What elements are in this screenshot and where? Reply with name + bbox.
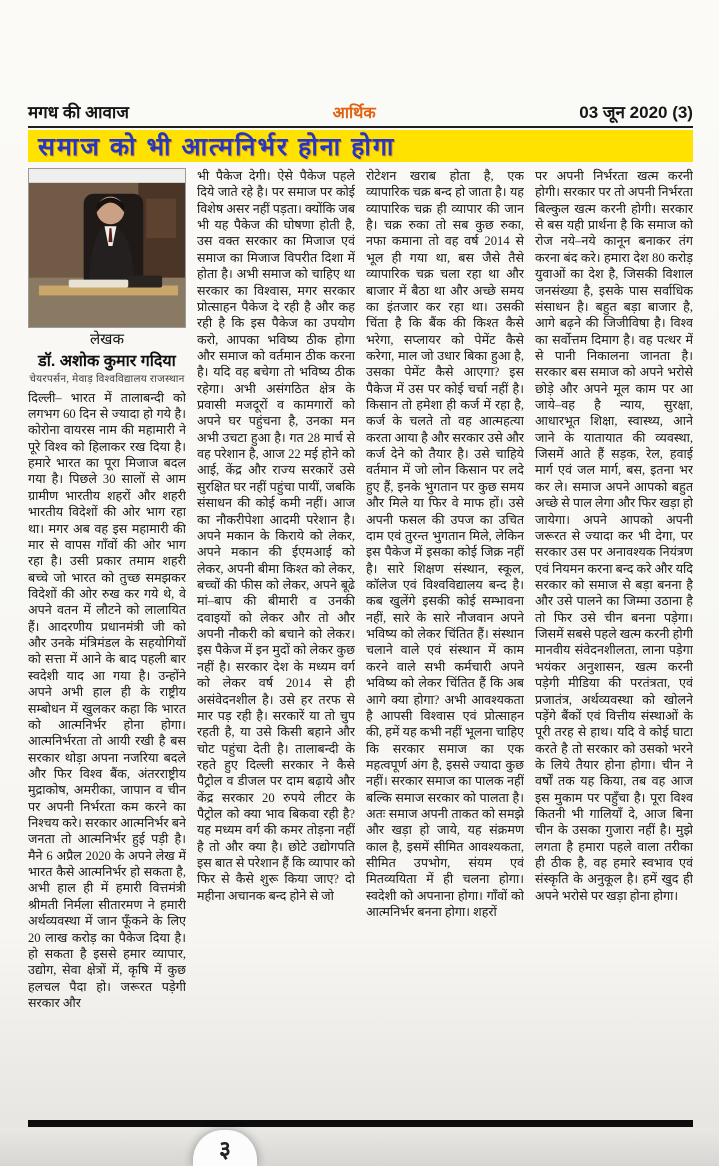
headline-bar <box>28 130 693 162</box>
date-label: 03 जून 2020 (3) <box>579 103 693 122</box>
page-number: ३ <box>219 1137 231 1163</box>
article-column-4 <box>535 168 693 1126</box>
column-3-text: रोटेशन खराब होता है, एक व्यापारिक चक्र बन्द हो जाता है। यह व्यापारिक चक्र ही व्यापार की जान है। चक्र रुका तो सब कुछ रुका, नफा कमाना तो वह वर्ष 2014 से भूल ही गया था, बस जैसे तैसे व्यापारिक चक्र चला रहा था और बाजार में बैठा था और अच्छे समय का इंतजार कर रहा था। उसकी चिंता है कि बैंक की किश्त कैसे भरेगा, सप्लायर को पेमेंट कैसे करेगा, माल जो उधार बिका हुआ है, उसका पेमेंट कैसे आएगा? इस पैकेज में उस पर कोई चर्चा नहीं है। किसान तो हमेशा ही कर्ज में रहा है, कर्ज के चलते तो वह आत्महत्या करता आया है और सरकार उसे और कर्ज देने को तैयार है। उसे चाहिये वर्तमान में जो लोन किसान पर लदे हुए हैं, इनके भुगतान पर कुछ समय और मिले या फिर वे माफ हों। उसे अपनी फसल की उपज का उचित दाम एवं तुरन्त भुगतान मिले, लेकिन इस पैकेज में इसका कोई जिक्र नहीं है। सारे शिक्षण संस्थान, स्कूल, कॉलेज एवं विश्वविद्यालय बन्द है। कब खुलेंगे इसकी कोई सम्भावना नहीं, सारे के सारे नौजवान अपने भविष्य को लेकर चिंतित हैं। संस्थान चलाने वाले एवं संस्थान में काम करने वाले सभी कर्मचारी अपने भविष्य को लेकर चिंतित हैं कि अब आगे क्या होगा? अभी आवश्यकता है आपसी विश्वास एवं प्रोत्साहन की, हमें यह कभी नहीं भूलना चाहिए कि सरकार समाज का एक महत्वपूर्ण अंग है, इससे ज्यादा कुछ नहीं। सरकार समाज का पालक नहीं बल्कि समाज सरकार को पालता है। अतः समाज अपनी ताकत को समझे और खड़ा हो जाये, यह संक्रमण काल है, इसमें सीमित आवश्यकता, सीमित उपभोग, संयम एवं मितव्ययिता में ही चलना होगा। स्वदेशी को अपनाना होगा। गाँवों को आत्मनिर्भर बनना होगा। शहरों <box>366 169 524 920</box>
author-photo <box>28 168 186 328</box>
author-caption: लेखक <box>90 332 124 348</box>
footer-strip <box>0 1128 719 1166</box>
section-label: आर्थिक <box>332 105 376 122</box>
author-title-line: चेयरपर्सन, मेवाड़ विश्वविद्यालय राजस्थान <box>29 374 185 386</box>
article-column-3 <box>366 168 524 1126</box>
column-2-text: भी पैकेज देगी। ऐसे पैकेज पहले दिये जाते रहे है। पर समाज पर कोई विशेष असर नहीं पड़ता। क्योंकि जब भी यह पैकेज की घोषणा होती है, उस वक्त सरकार का मिजाज एवं समाज का मिजाज विपरीत दिशा में होता है। अभी समाज को चाहिए था सरकार का विश्वास, मगर सरकार प्रोत्साहन पैकेज दे रही है और कह रही है कि इस पैकेज का उपयोग करो, आपका भविष्य ठीक होगा और समाज को वर्तमान ठीक करना है। यदि वह बचेगा तो भविष्य ठीक रहेगा। अभी असंगठित क्षेत्र के प्रवासी मजदूरों व कामगारों को अपने घर पहुंचना है, उनका मन अभी उचटा हुआ है। गत 28 मार्च से वह परेशान है, आज 22 मई होने को आई, केंद्र और राज्य सरकारें उसे सुरक्षित घर नहीं पहुंचा पायीं, जबकि संसाधन की कोई कमी नहीं। आज का नौकरीपेशा आदमी परेशान है। अपने मकान के किराये को लेकर, अपने मकान की ईएमआई को लेकर, अपनी बीमा किश्त को लेकर, बच्चों की फीस को लेकर, अपने बूढे मां–बाप की बीमारी व उनकी दवाइयों को लेकर और तो और अपनी नौकरी को बचाने को लेकर। इस पैकेज में इन मुदों को लेकर कुछ नहीं है। सरकार देश के मध्यम वर्ग को लेकर वर्ष 2014 से ही असंवेदनशील है। उसे हर तरफ से मार पड़ रही है। सरकारें या तो चुप रहती है, या उसे किसी बहाने और चोट पहुंचा देती है। तालाबन्दी के रहते हुए दिल्ली सरकार ने कैसे पैट्रोल व डीजल पर दाम बढ़ाये और केंद्र सरकार 20 रुपये लीटर के पैट्रोल को क्या भाव बिकवा रही है? यह मध्यम वर्ग की कमर तोड़ना नहीं है तो और क्या है। छोटे उद्योगपति इस बात से परेशान हैं कि व्यापार को फिर से कैसे शुरू किया जाए? दो महीना अचानक बन्द होने से जो <box>197 169 355 903</box>
article-end-rule <box>28 1120 693 1127</box>
article-columns <box>28 168 693 1126</box>
author-name: डॉ. अशोक कुमार गदिया <box>38 352 176 370</box>
column-1-text: दिल्ली– भारत में तालाबन्दी को लगभग 60 दिन से ज्यादा हो गये है। कोरोना वायरस नाम की महामारी ने पूरे विश्व को हिलाकर रख दिया है। हमारे भारत का पूरा मिजाज बदल गया है। पिछले 30 सालों से आम ग्रामीण भारतीय शहरों और शहरी भारतीय विदेशों की ओर भाग रहा था। मगर अब वह इस महामारी की मार से वापस गाँवों की ओर भाग रहा है। उसी प्रकार तमाम शहरी बच्चे जो भारत को तुच्छ समझकर विदेशों की ओर रुख कर गये थे, वे अपने वतन में लौटने को लालायित हैं। आदरणीय प्रधानमंत्री जी को और उनके मंत्रिमंडल के सहयोगियों को सत्ता में आने के बाद पहली बार स्वदेशी याद आ गया है। उन्होंने अपने अभी हाल ही के राष्ट्रीय सम्बोधन में खुलकर कहा कि भारत को आत्मनिर्भर होना होगा। आत्मनिर्भरता तो आयी रखी है बस सरकार थोड़ा अपना नजरिया बदले और फिर विश्व बैंक, अंतरराष्ट्रीय मुद्राकोष, अमरीका, जापान व चीन पर अपनी निर्भरता कम करने का निश्चय करे। सरकार आत्मनिर्भर बने जनता तो आत्मनिर्भर हुई पड़ी है। मैने 6 अप्रैल 2020 के अपने लेख में भारत कैसे आत्मनिर्भर हो सकता है, अभी हाल ही में हमारी वित्तमंत्री श्रीमती निर्मला सीतारमण ने हमारी अर्थव्यवस्था में जान फूँकने के लिए 20 लाख करोड़ का पैकेज दिया है। हो सकता है इससे हमार व्यापार, उद्योग, सेवा क्षेत्रों में, कृषि में कुछ हलचल पैदा हो। जरूरत पड़ेगी सरकार और <box>28 390 186 1010</box>
page-header <box>28 100 693 128</box>
article-headline: समाज को भी आत्मनिर्भर होना होगा <box>38 133 396 161</box>
column-4-text: पर अपनी निर्भरता खत्म करनी होगी। सरकार पर तो अपनी निर्भरता बिल्कुल खत्म करनी होगी। सरकार से बस यही प्रार्थना है कि समाज को रोज नये–नये कानून बनाकर तंग करना बंद करे। हमारा देश 80 करोड़ युवाओं का देश है, जिसकी विशाल जनसंख्या है, इसके पास सर्वाधिक संसाधन है। बहुत बड़ा बाजार है, आगे बढ़ने की जिजीविषा है। विश्व का सर्वोत्तम दिमाग है। वह पत्थर में से पानी निकालना जानता है। सरकार बस समाज को अपने भरोसे छोड़े और अपने मूल काम पर आ जाये–वह है न्याय, सुरक्षा, आधारभूत शिक्षा, स्वास्थ्य, आने जाने के यातायात की व्यवस्था, जिसमें आते हैं सड़क, रेल, हवाई मार्ग एवं जल मार्ग, बस, इतना भर कर ले। समाज अपने आपको बहुत अच्छे से पाल लेगा और फिर खड़ा हो जायेगा। अपने आपको अपनी जरूरत से ज्यादा कर भी देगा, पर सरकार उस पर अनावश्यक नियंत्रण एवं नियमन करना बन्द करे और यदि सरकार को समाज से बड़ा बनना है और उसे पालने का जिम्मा उठाना है तो फिर उसे चीन बनना पड़ेगा। जिसमें सबसे पहले खत्म करनी होगी मानवीय संवेदनशीलता, लाना पड़ेगा भयंकर अनुशासन, खत्म करनी पड़ेगी मीडिया की परतंत्रता, एवं प्रजातंत्र, अर्थव्यवस्था को खोलने पड़ेंगे बैंकों एवं वित्तीय संस्थाओं के पूरी तरह से हाथ। यदि वे कोई घाटा करते है तो सरकार को उसको भरने के लिये तैयार होना होगा। चीन ने वर्षों तक यह किया, तब वह आज इस मुकाम पर पहुँचा है। पूरा विश्व कितनी भी गालियाँ दे, आज बिना चीन के उसका गुजारा नहीं है। मुझे लगता है हमारा पहले वाला तरीका ही ठीक है, वह हमारे स्वभाव एवं संस्कृति के अनुकूल है। हमें खुद ही अपने भरोसे पर खड़ा होना होगा। <box>535 169 693 903</box>
article-column-1 <box>28 168 186 1126</box>
article-column-2 <box>197 168 355 1126</box>
author-figure <box>28 168 186 328</box>
masthead-title: मगध की आवाज <box>28 103 129 122</box>
